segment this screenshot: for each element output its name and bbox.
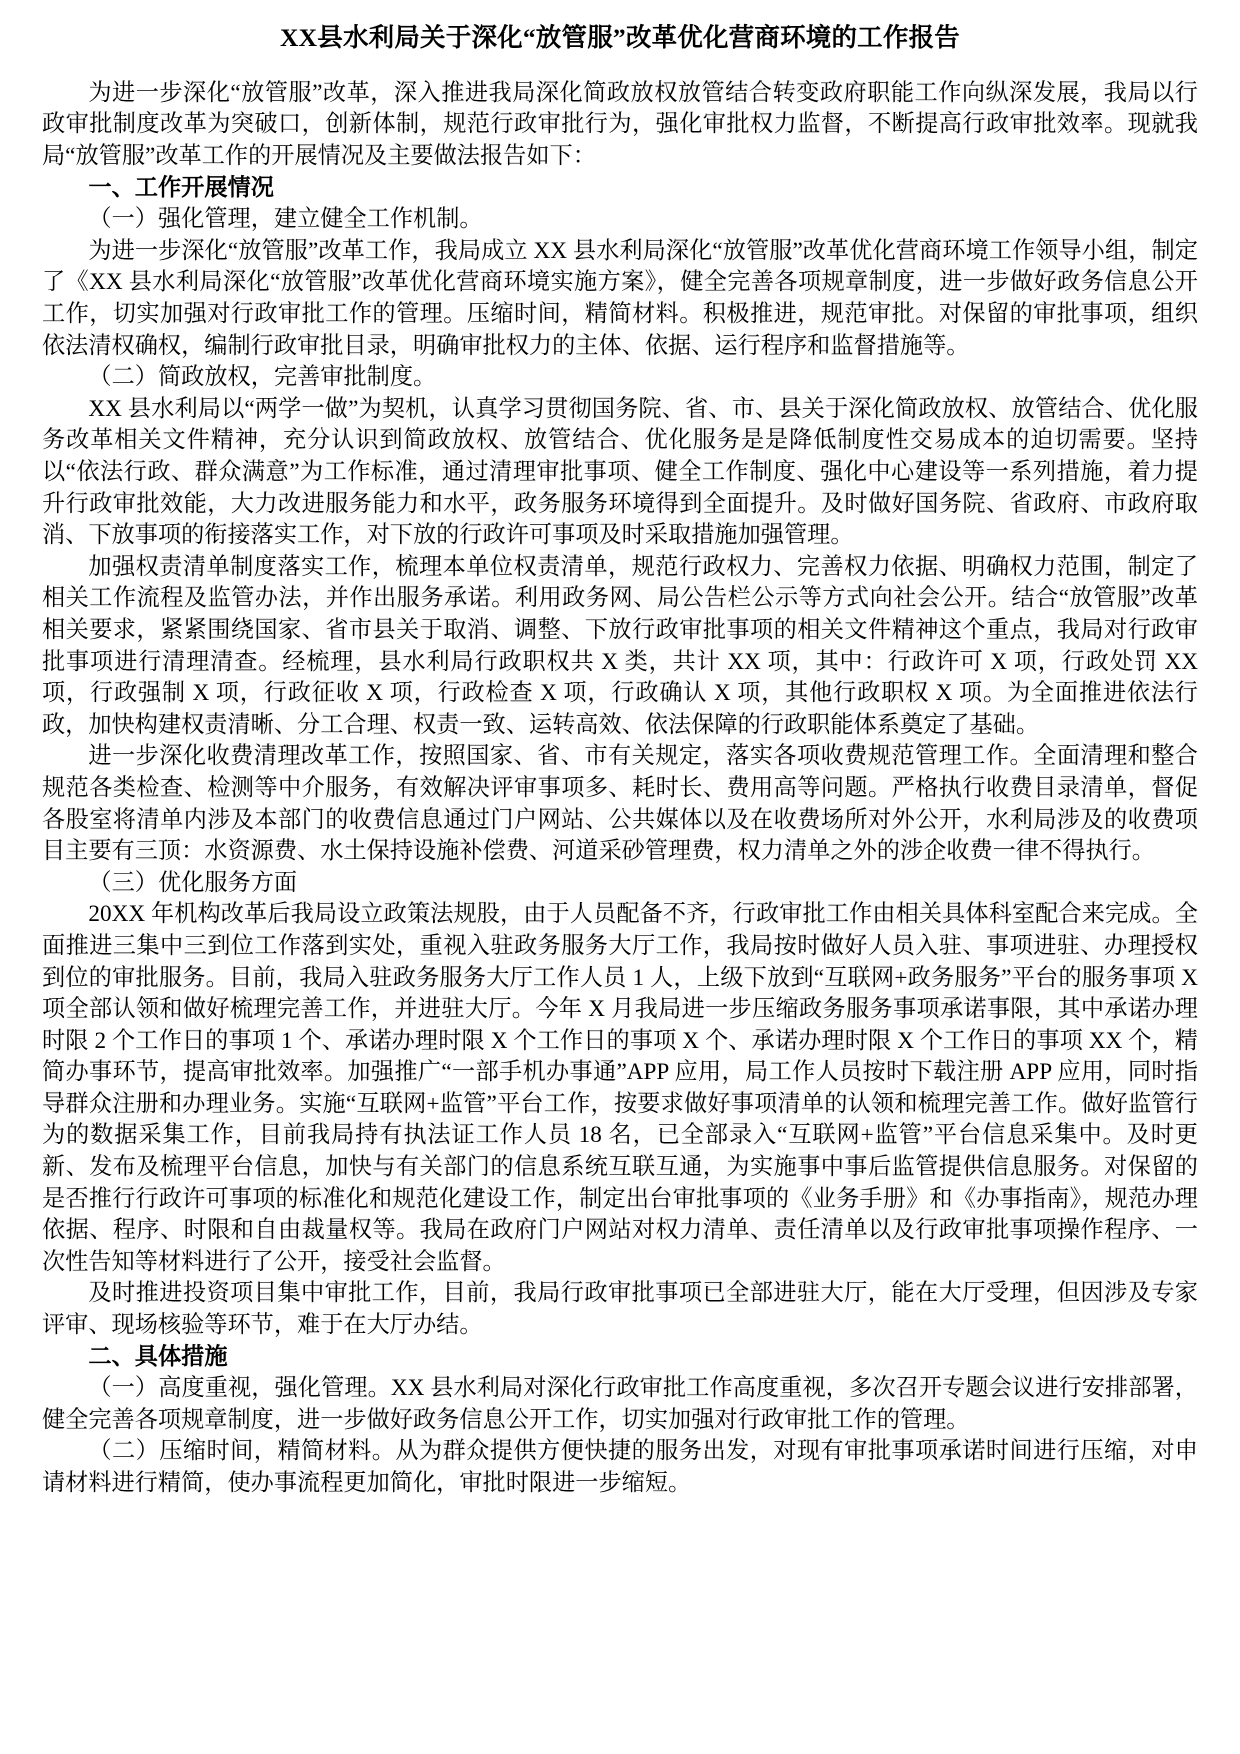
paragraph-2-1: （一）高度重视，强化管理。XX 县水利局对深化行政审批工作高度重视，多次召开专题会议进行安排部署，健全完善各项规章制度，进一步做好政务信息公开工作，切实加强对行政审批工作的管理。	[42, 1375, 1198, 1433]
paragraph-1-2-body-b: 加强权责清单制度落实工作，梳理本单位权责清单，规范行政权力、完善权力依据、明确权力范围，制定了相关工作流程及监管办法，并作出服务承诺。利用政务网、局公告栏公示等方式向社会公开。结合“放管服”改革相关要求，紧紧围绕国家、省市县关于取消、调整、下放行政审批事项的相关文件精神这个重点，我局对行政审批事项进行清理清查。经梳理，县水利局行政职权共 X 类，共计 XX 项，其中：行政许可 X 项，行政处罚 XX 项，行政强制 X 项，行政征收 X 项，行政检查 X 项，行政确认 X 项，其他行政职权 X 项。为全面推进依法行政，加快构建权责清晰、分工合理、权责一致、运转高效、依法保障的行政职能体系奠定了基础。	[42, 553, 1198, 738]
subsection-heading-1-1: （一）强化管理，建立健全工作机制。	[88, 206, 483, 233]
document-body	[42, 78, 1198, 1500]
subsection-heading-1-2: （二）简政放权，完善审批制度。	[88, 364, 437, 391]
paragraph-2-2: （二）压缩时间，精简材料。从为群众提供方便快捷的服务出发，对现有审批事项承诺时间进行压缩，对申请材料进行精简，使办事流程更加简化，审批时限进一步缩短。	[42, 1438, 1198, 1496]
paragraph-1-3-body-a: 20XX 年机构改革后我局设立政策法规股，由于人员配备不齐，行政审批工作由相关具体科室配合来完成。全面推进三集中三到位工作落到实处，重视入驻政务服务大厅工作，我局按时做好人员入驻、事项进驻、办理授权到位的审批服务。目前，我局入驻政务服务大厅工作人员 1 人，上级下放到“互联网+政务服务”平台的服务事项 X 项全部认领和做好梳理完善工作，并进驻大厅。今年 X 月我局进一步压缩政务服务事项承诺事限，其中承诺办理时限 2 个工作日的事项 1 个、承诺办理时限 X 个工作日的事项 X 个、承诺办理时限 X 个工作日的事项 XX 个，精简办事环节，提高审批效率。加强推广“一部手机办事通”APP 应用，局工作人员按时下载注册 APP 应用，同时指导群众注册和办理业务。实施“互联网+监管”平台工作，按要求做好事项清单的认领和梳理完善工作。做好监管行为的数据采集工作，目前我局持有执法证工作人员 18 名，已全部录入“互联网+监管”平台信息采集中。及时更新、发布及梳理平台信息，加快与有关部门的信息系统互联互通，为实施事中事后监管提供信息服务。对保留的是否推行行政许可事项的标准化和规范化建设工作，制定出台审批事项的《业务手册》和《办事指南》，规范办理依据、程序、时限和自由裁量权等。我局在政府门户网站对权力清单、责任清单以及行政审批事项操作程序、一次性告知等材料进行了公开，接受社会监督。	[42, 901, 1198, 1275]
paragraph-intro: 为进一步深化“放管服”改革，深入推进我局深化简政放权放管结合转变政府职能工作向纵深发展，我局以行政审批制度改革为突破口，创新体制，规范行政审批行为，强化审批权力监督，不断提高行政审批效率。现就我局“放管服”改革工作的开展情况及主要做法报告如下：	[42, 79, 1198, 170]
paragraph-1-3-body-b: 及时推进投资项目集中审批工作，目前，我局行政审批事项已全部进驻大厅，能在大厅受理，但因涉及专家评审、现场核验等环节，难于在大厅办结。	[42, 1280, 1198, 1339]
subsection-heading-1-3: （三）优化服务方面	[88, 869, 298, 896]
paragraph-1-2-body-a: XX 县水利局以“两学一做”为契机，认真学习贯彻国务院、省、市、县关于深化简政放权、放管结合、优化服务改革相关文件精神，充分认识到简政放权、放管结合、优化服务是是降低制度性交易成本的迫切需要。坚持以“依法行政、群众满意”为工作标准，通过清理审批事项、健全工作制度、强化中心建设等一系列措施，着力提升行政审批效能，大力改进服务能力和水平，政务服务环境得到全面提升。及时做好国务院、省政府、市政府取消、下放事项的衔接落实工作，对下放的行政许可事项及时采取措施加强管理。	[42, 395, 1198, 549]
section-heading-2: 二、具体措施	[88, 1343, 228, 1370]
page-title: XX县水利局关于深化“放管服”改革优化营商环境的工作报告	[280, 23, 960, 52]
section-heading-1: 一、工作开展情况	[88, 174, 274, 201]
paragraph-1-1-body: 为进一步深化“放管服”改革工作，我局成立 XX 县水利局深化“放管服”改革优化营商环境工作领导小组，制定了《XX 县水利局深化“放管服”改革优化营商环境实施方案》，健全完善各项规章制度，进一步做好政务信息公开工作，切实加强对行政审批工作的管理。压缩时间，精简材料。积极推进，规范审批。对保留的审批事项，组织依法清权确权，编制行政审批目录，明确审批权力的主体、依据、运行程序和监督措施等。	[42, 237, 1198, 359]
paragraph-1-2-body-c: 进一步深化收费清理改革工作，按照国家、省、市有关规定，落实各项收费规范管理工作。全面清理和整合规范各类检查、检测等中介服务，有效解决评审事项多、耗时长、费用高等问题。严格执行收费目录清单，督促各股室将清单内涉及本部门的收费信息通过门户网站、公共媒体以及在收费场所对外公开，水利局涉及的收费项目主要有三顶：水资源费、水土保持设施补偿费、河道采砂管理费，权力清单之外的涉企收费一律不得执行。	[42, 743, 1198, 865]
